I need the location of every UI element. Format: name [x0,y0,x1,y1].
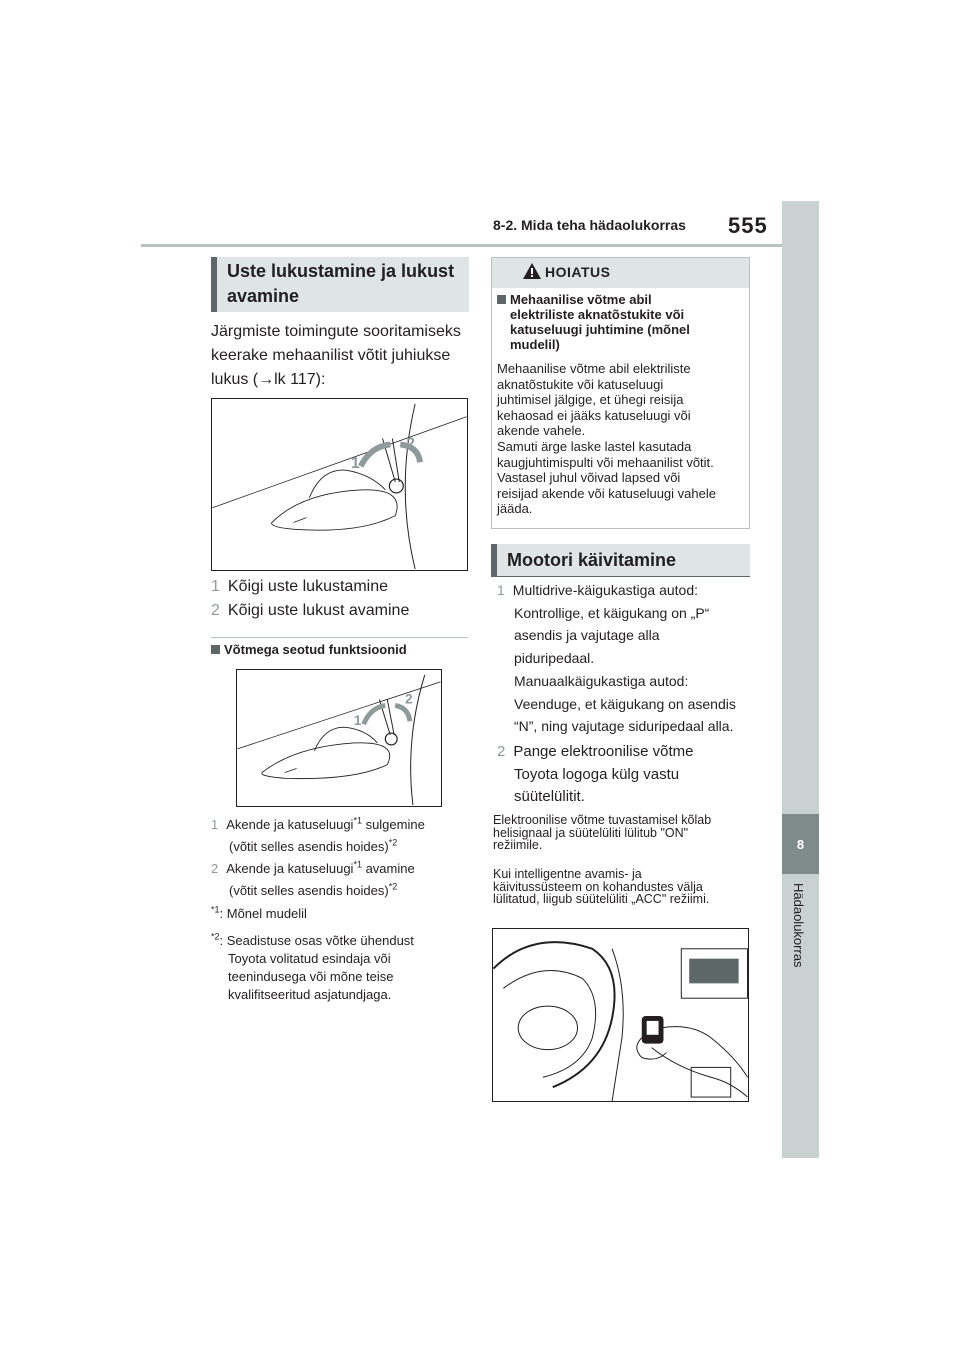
step-line: asendis ja vajutage alla [514,627,660,644]
footnote-line: Toyota volitatud esindaja või [228,951,391,966]
step-number: 1 [497,582,505,598]
item-text: Akende ja katuseluugi [226,817,354,832]
warning-line: juhtimisel jälgige, et ühegi reisija [497,392,684,408]
lock-actions-list [211,575,471,623]
intro-text [211,320,471,392]
item-number: 1 [211,817,219,832]
item-text: sulgemine [361,817,425,832]
footnote-line: kvalifitseeritud asjatundjaga. [228,987,392,1002]
section-heading-engine-start: Mootori käivitamine [491,544,750,577]
footnote-mark: *2 [211,931,220,942]
warning-line: Mehaanilise võtme abil elektriliste [497,361,691,376]
subheading-key-functions [211,642,407,658]
warning-line: kehaosad ei jääks katuseluugi või [497,407,691,423]
step-line: Kontrollige, et käigukang on „P“ [514,604,710,621]
footnote-ref: *2 [388,881,398,892]
item-text: avamine [361,861,415,876]
warning-subheading [497,292,742,352]
footnote-line [211,932,471,950]
callout-2: 2 [406,435,416,453]
intro-line: lukus (→lk 117): [211,371,326,388]
engine-start-illustration [492,928,749,1102]
note-line: režiimile. [493,838,543,852]
chapter-label-text: Hädaolukorras [791,883,806,968]
list-item-continuation [211,880,471,902]
warning-title: HOIATUS [545,264,611,280]
note-line: Elektroonilise võtme tuvastamisel kõlab [493,813,712,827]
warning-text [497,361,745,517]
footnote-1 [211,906,471,922]
step-line [497,579,757,602]
step-line [497,741,757,764]
item-number: 2 [211,861,219,876]
warning-line: Samuti ärge laske lastel kasutada [497,438,692,454]
footnote-text: : Seadistuse osas võtke ühendust [219,933,414,948]
step-line: piduripedaal. [514,650,595,667]
section-heading-door-lock: Uste lukustamine ja lukust avamine [211,257,469,312]
step-line: Toyota logoga külg vastu [514,765,680,783]
note-line: helisignaal ja süütelüliti lülitub "ON" [493,825,689,840]
warning-line: kaugjuhtimispulti või mehaanilist võtit. [497,454,714,470]
item-text: Akende ja katuseluugi [226,861,354,876]
warning-line: Vastasel juhul võivad lapsed või [497,470,681,486]
footnote-ref: *1 [353,859,362,870]
warning-bold-line: katuseluugi juhtimine (mõnel [510,322,690,337]
engine-note-2 [493,868,755,906]
footnote-line: teenindusega või mõne teise [228,969,394,984]
warning-triangle-icon [523,263,541,279]
list-item-continuation [211,836,471,858]
steering-wheel-key-drawing [493,929,748,1101]
item-number: 1 [211,578,220,595]
warning-line: aknatõstukite või katuseluugi [497,376,664,392]
footnote-2 [211,932,471,1004]
item-text: (võtit selles asendis hoides) [229,883,389,898]
step-line: “N”, ning vajutage siduripedaal alla. [514,718,734,735]
page-number: 555 [728,213,768,238]
warning-bold-text: Mehaanilise võtme abil [510,292,652,307]
step-number: 2 [497,743,506,760]
warning-line: akende vahele. [497,423,586,439]
step-line: Veenduge, et käigukang on asendis [514,695,736,712]
callout-1: 1 [350,455,360,473]
door-handle-drawing [212,399,467,570]
step-line: süütelülitit. [514,788,585,805]
warning-bold-line: mudelil) [510,337,560,352]
step-text: Multidrive-käigukastiga autod: [512,582,699,598]
door-handle-drawing-2 [237,670,441,806]
chapter-number-tab: 8 [782,814,819,874]
list-item [211,575,471,599]
footnote-mark: *1 [211,904,220,915]
subheading-text: Võtmega seotud funktsioonid [224,642,407,657]
warning-line: jääda. [497,501,533,517]
note-line: käivitussüsteem on kohandustes välja [493,879,703,894]
item-text: (võtit selles asendis hoides) [229,839,389,854]
square-bullet-icon [211,645,220,654]
section-title: 8-2. Mida teha hädaolukorras [493,217,686,233]
list-item [211,858,471,880]
intro-line: Järgmiste toimingute sooritamiseks [211,323,461,340]
square-bullet-icon [497,295,506,304]
list-item [211,814,471,836]
footnote-ref: *2 [388,837,398,848]
door-handle-illustration-1 [211,398,468,571]
callout-2: 2 [405,691,413,707]
engine-step-1 [497,579,757,738]
engine-step-2 [497,741,757,809]
door-handle-illustration-2 [236,669,442,807]
window-functions-list [211,814,471,902]
footnote-text: : Mõnel mudelil [219,906,307,921]
item-text: Kõigi uste lukust avamine [227,602,410,619]
warning-line: reisijad akende või katuseluugi vahele [497,485,716,501]
note-line: Kui intelligentne avamis- ja [493,867,642,881]
warning-bold-line [497,292,742,307]
step-line: Manuaalkäigukastiga autod: [514,672,689,689]
item-text: Kõigi uste lukustamine [227,578,388,595]
intro-line: keerake mehaanilist võtit juhiukse [211,347,451,364]
chapter-label [791,883,809,993]
note-line: lülitatud, liigub süütelüliti „ACC" režiimi. [493,892,710,906]
engine-note-1 [493,814,755,852]
warning-bold-line: elektriliste aknatõstukite või [510,307,685,322]
side-tab [782,201,819,1158]
list-item [211,599,471,623]
callout-1: 1 [353,713,362,729]
step-text: Pange elektroonilise võtme [513,743,694,760]
item-number: 2 [211,602,220,619]
header-rule [141,244,782,247]
divider [211,637,468,638]
footnote-ref: *1 [353,815,362,826]
